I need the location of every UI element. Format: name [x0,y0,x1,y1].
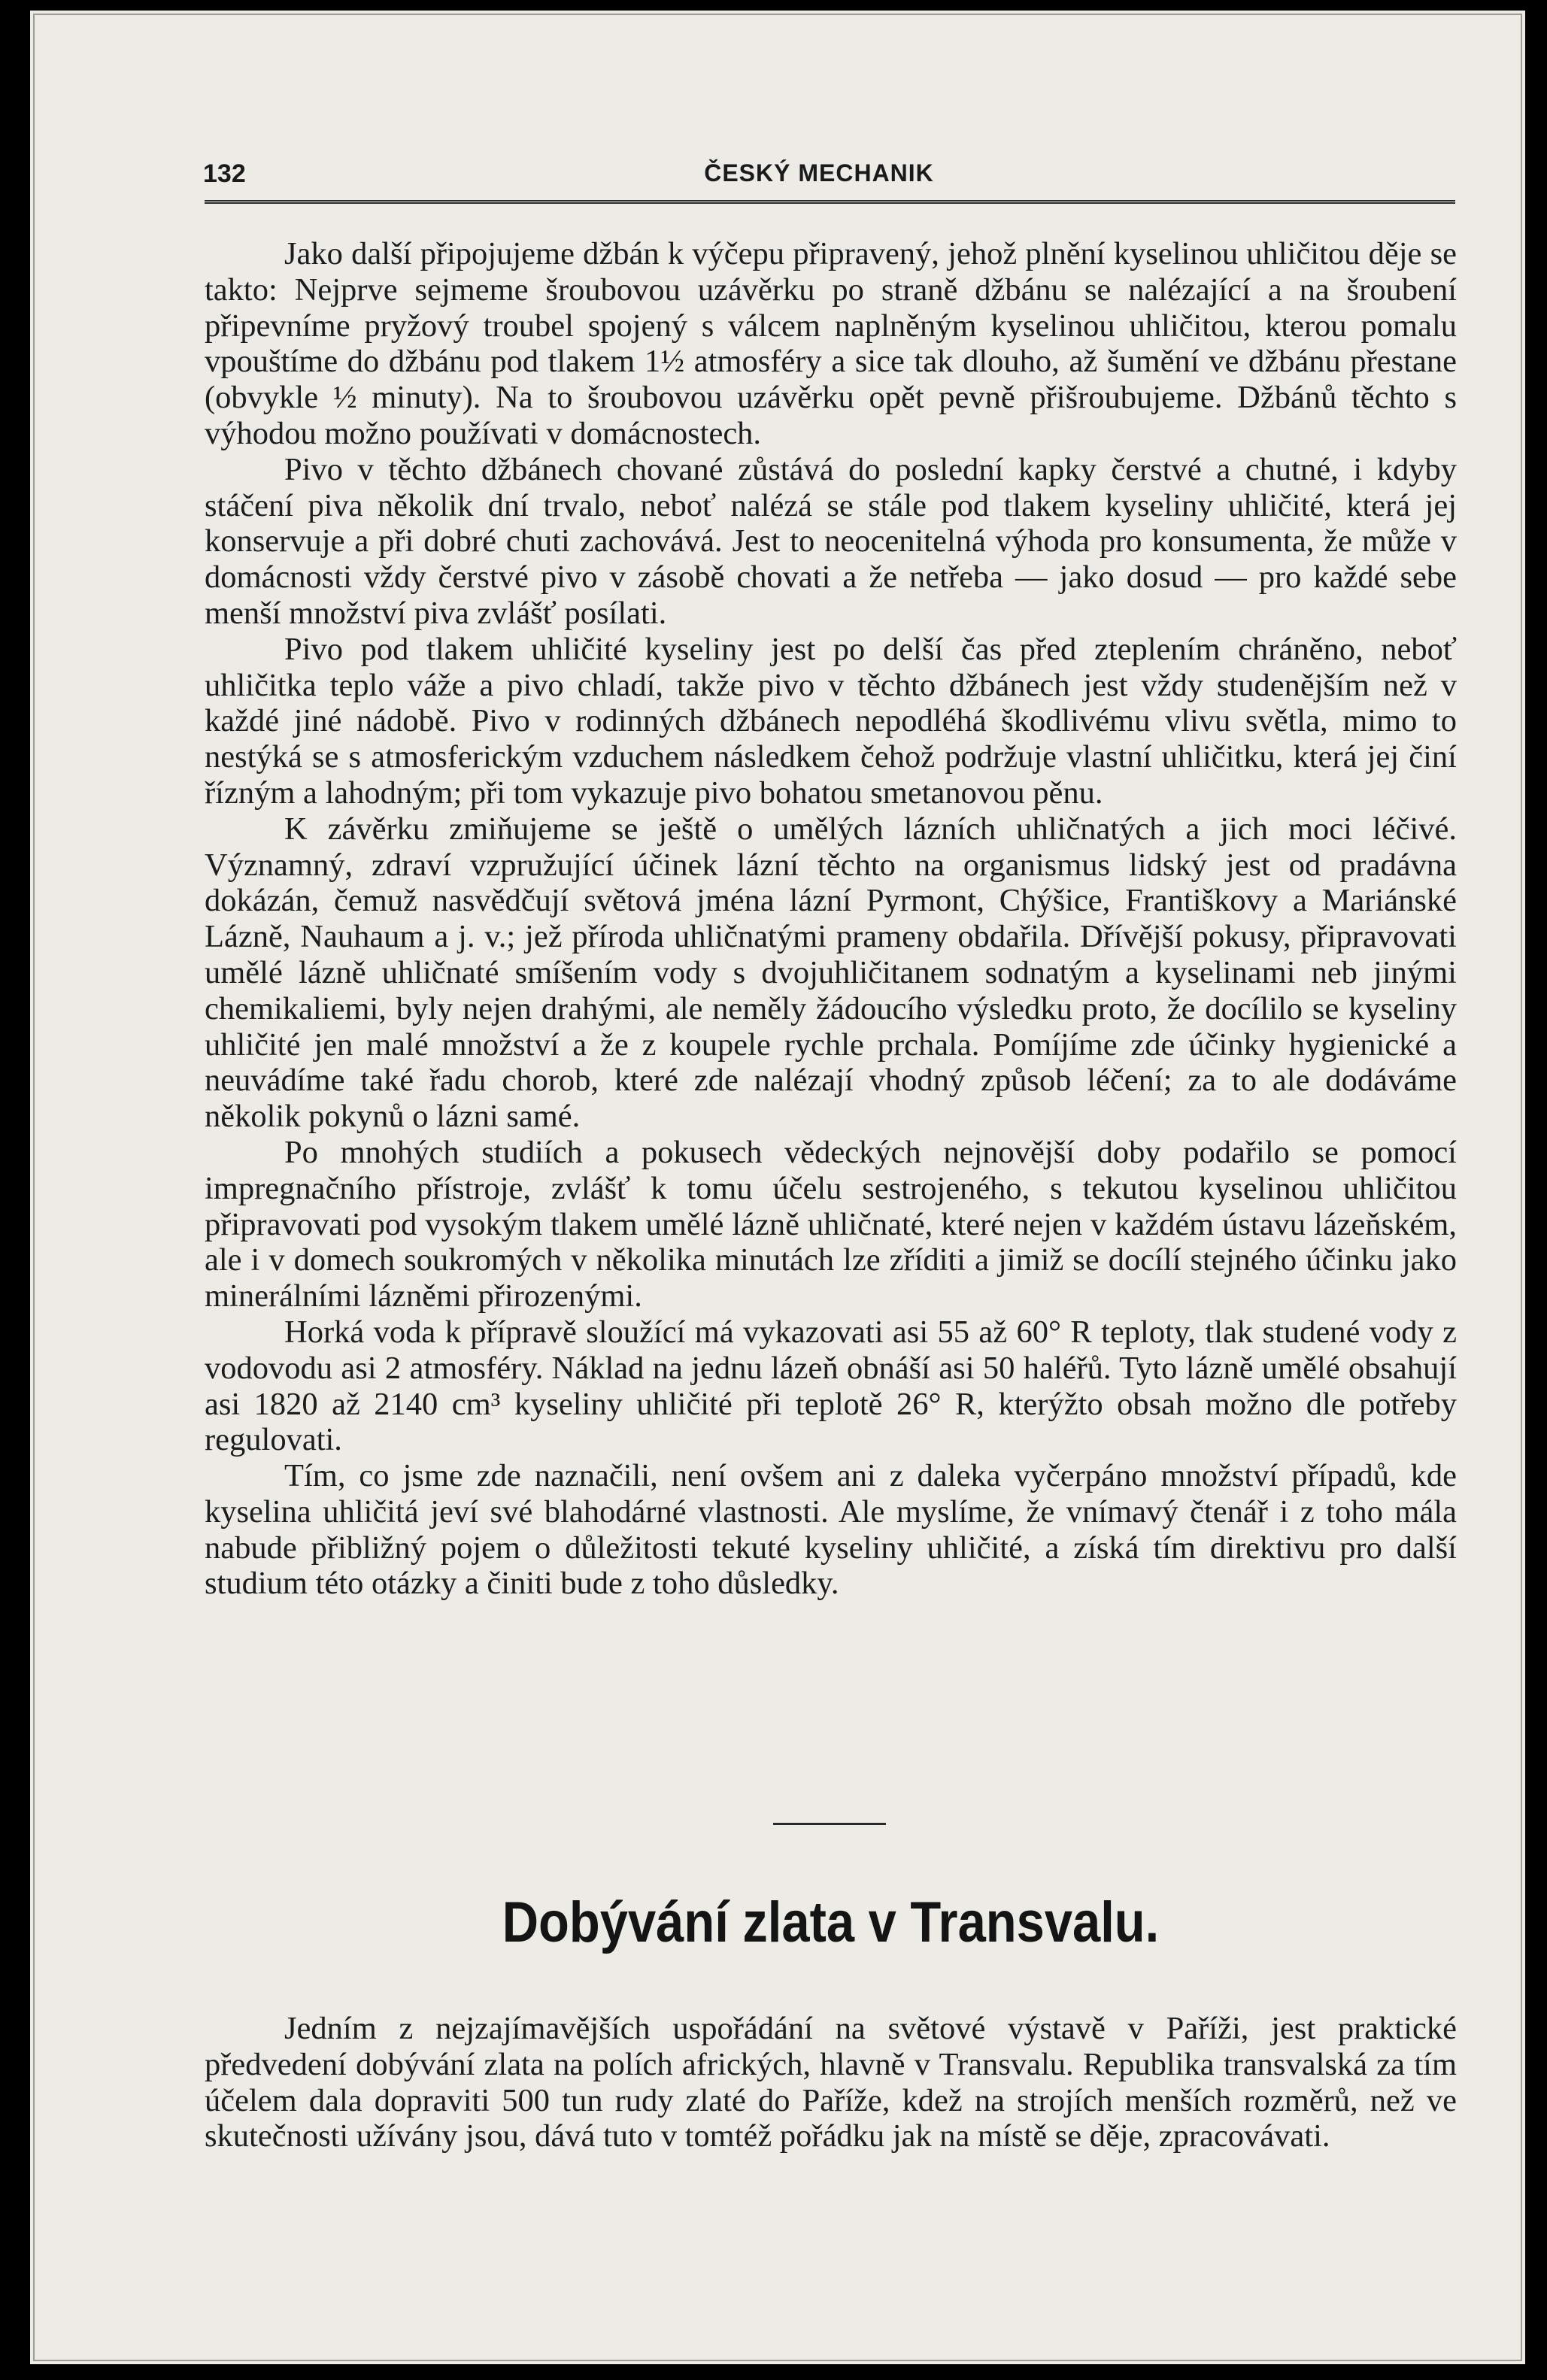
section-separator [773,1823,886,1825]
paragraph: Jedním z nejzajímavějších uspořádání na světové výstavě v Paříži, jest praktické předvedení dobývání zlata na polích afrických, hlavně v Transvalu. Republika transvalská za tím účelem dala dopraviti 500 tun rudy zlaté do Paříže, kdež na strojích menších rozměrů, než ve skutečnosti užívány jsou, dává tuto v tomtéž pořádku jak na místě se děje, zpracovávati. [205,2011,1457,2154]
book-page [30,11,1525,2364]
paragraph: Jako další připojujeme džbán k výčepu připravený, jehož plnění kyselinou uhličitou děje se takto: Nejprve sejmeme šroubovou uzávěrku po straně džbánu se nalézající a na šroubení připevníme pryžový troubel spojený s válcem naplněným kyselinou uhličitou, kterou pomalu vpouštíme do džbánu pod tlakem 1½ atmosféry a sice tak dlouho, až šumění ve džbánu přestane (obvykle ½ minuty). Na to šroubovou uzávěrku opět pevně přišroubujeme. Džbánů těchto s výhodou možno používati v domácnostech. [205,236,1457,451]
paragraph: Pivo pod tlakem uhličité kyseliny jest po delší čas před zteplením chráněno, neboť uhličitka teplo váže a pivo chladí, takže pivo v těchto džbánech jest vždy studenějším než v každé jiné nádobě. Pivo v rodinných džbánech nepodléhá škodlivému vlivu světla, mimo to nestýká se s atmosferickým vzduchem následkem čehož podržuje vlastní uhličitku, která jej činí řízným a lahodným; při tom vykazuje pivo bohatou smetanovou pěnu. [205,631,1457,811]
article-title: Dobývání zlata v Transvalu. [502,1890,1160,1954]
header-rule [205,200,1455,204]
body-text [205,236,1457,1602]
page-header [184,153,1454,191]
article-text [205,2011,1457,2154]
paragraph: Pivo v těchto džbánech chované zůstává do poslední kapky čerstvé a chutné, i kdyby stáčení piva několik dní trvalo, neboť nalézá se stále pod tlakem kyseliny uhličité, která jej konservuje a při dobré chuti zachovává. Jest to neocenitelná výhoda pro konsumenta, že může v domácnosti vždy čerstvé pivo v zásobě chovati a že netřeba — jako dosud — pro každé sebe menší množství piva zvlášť posílati. [205,451,1457,631]
paragraph: Horká voda k přípravě sloužící má vykazovati asi 55 až 60° R teploty, tlak studené vody z vodovodu asi 2 atmosféry. Náklad na jednu lázeň obnáší asi 50 haléřů. Tyto lázně umělé obsahují asi 1820 až 2140 cm³ kyseliny uhličité při teplotě 26° R, kterýžto obsah možno dle potřeby regulovati. [205,1314,1457,1458]
paragraph: K závěrku zmiňujeme se ještě o umělých lázních uhličnatých a jich moci léčivé. Významný, zdraví vzpružující účinek lázní těchto na organismus lidský jest od pradávna dokázán, čemuž nasvědčují světová jména lázní Pyrmont, Chýšice, Františkovy a Mariánské Lázně, Nauhaum a j. v.; jež příroda uhličnatými prameny obdařila. Dřívější pokusy, připravovati umělé lázně uhličnaté smíšením vody s dvojuhličitanem sodnatým a kyselinami neb jinými chemikaliemi, byly nejen drahými, ale neměly žádoucího výsledku proto, že docílilo se kyseliny uhličité jen malé množství a že z koupele rychle prchala. Pomíjíme zde účinky hygienické a neuvádíme také řadu chorob, které zde nalézají vhodný způsob léčení; za to ale dodáváme několik pokynů o lázni samé. [205,811,1457,1135]
running-head: ČESKÝ MECHANIK [704,159,934,186]
paragraph: Po mnohých studiích a pokusech vědeckých nejnovější doby podařilo se pomocí impregnačního přístroje, zvlášť k tomu účelu sestrojeného, s tekutou kyselinou uhličitou připravovati pod vysokým tlakem umělé lázně uhličnaté, které nejen v každém ústavu lázeňském, ale i v domech soukromých v několika minutách lze zříditi a jimiž se docílí stejného účinku jako minerálními lázněmi přirozenými. [205,1134,1457,1314]
paragraph: Tím, co jsme zde naznačili, není ovšem ani z daleka vyčerpáno množství případů, kde kyselina uhličitá jeví své blahodárné vlastnosti. Ale myslíme, že vnímavý čtenář i z toho mála nabude přibližný pojem o důležitosti tekuté kyseliny uhličité, a získá tím direktivu pro další studium této otázky a činiti bude z toho důsledky. [205,1458,1457,1602]
page-number: 132 [203,159,246,188]
